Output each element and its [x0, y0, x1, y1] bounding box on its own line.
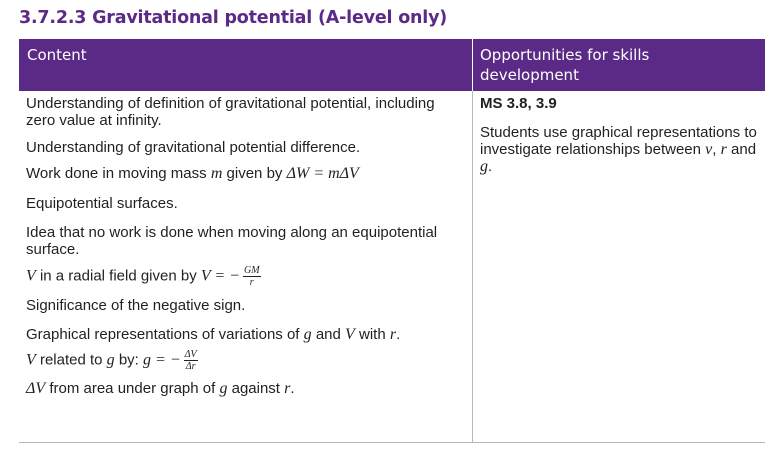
content-table [19, 39, 765, 443]
area-text: from area under graph of [45, 380, 220, 397]
content-item-potential-definition: Understanding of definition of gravitational potential, including zero value at infinity. [26, 95, 435, 129]
work-equation: ΔW = mΔV [286, 165, 359, 182]
given-by-text: given by [222, 165, 287, 182]
and-text: and [311, 326, 346, 343]
header-skills: Opportunities for skills development [480, 46, 650, 84]
content-column [26, 95, 466, 408]
ms-reference: MS 3.8, 3.9 [480, 95, 557, 112]
fraction-numerator: GM [243, 265, 260, 276]
skills-description [480, 124, 760, 175]
period: . [290, 380, 295, 397]
content-item-potential-difference: Understanding of gravitational potential difference. [26, 139, 361, 156]
table-header [19, 39, 765, 91]
content-item-v-related-g [26, 349, 466, 372]
var-v: v [705, 141, 713, 158]
section-title: 3.7.2.3 Gravitational potential (A-level only) [19, 8, 448, 28]
graphical-text: Graphical representations of variations of [26, 326, 300, 343]
content-item-negative-sign: Significance of the negative sign. [26, 297, 246, 314]
content-item-radial-field [26, 265, 466, 288]
table-bottom-rule [19, 442, 765, 443]
period: . [396, 326, 401, 343]
by-text: by: [114, 351, 144, 369]
delta-V: ΔV [26, 380, 46, 397]
skills-column [480, 95, 760, 185]
var-m: m [210, 165, 223, 182]
and-text: and [726, 141, 757, 158]
var-g: g [106, 351, 115, 369]
dv-over-dr-fraction [184, 349, 198, 372]
skills-text: Students use graphical representations to investigate relationships between [480, 124, 757, 158]
var-g: g [480, 158, 488, 175]
content-item-graphical [26, 326, 466, 344]
related-to-text: related to [35, 351, 107, 369]
content-item-equipotential: Equipotential surfaces. [26, 195, 178, 212]
content-item-no-work: Idea that no work is done when moving along an equipotential surface. [26, 224, 438, 258]
period: . [488, 158, 493, 175]
content-item-area-under-graph [26, 380, 466, 398]
against-text: against [227, 380, 285, 397]
fraction-denominator: r [249, 277, 254, 288]
column-divider [472, 91, 473, 443]
var-r: r [720, 141, 727, 158]
g-lhs: g = − [143, 351, 181, 369]
content-item-work-done [26, 165, 466, 183]
comma: , [712, 141, 721, 158]
var-g: g [219, 380, 228, 397]
radial-field-text: in a radial field given by [35, 267, 201, 285]
var-V: V [26, 267, 36, 285]
var-r: r [284, 380, 291, 397]
var-r: r [389, 326, 397, 343]
var-V: V [26, 351, 36, 369]
var-V: V [345, 326, 355, 343]
header-content: Content [27, 46, 87, 64]
radial-lhs: V = − [200, 267, 240, 285]
header-divider [472, 39, 473, 91]
gm-over-r-fraction [243, 265, 261, 288]
var-g: g [303, 326, 312, 343]
fraction-numerator: ΔV [184, 349, 197, 360]
with-text: with [354, 326, 390, 343]
work-done-text: Work done in moving mass [26, 165, 207, 182]
fraction-denominator: Δr [185, 361, 196, 372]
